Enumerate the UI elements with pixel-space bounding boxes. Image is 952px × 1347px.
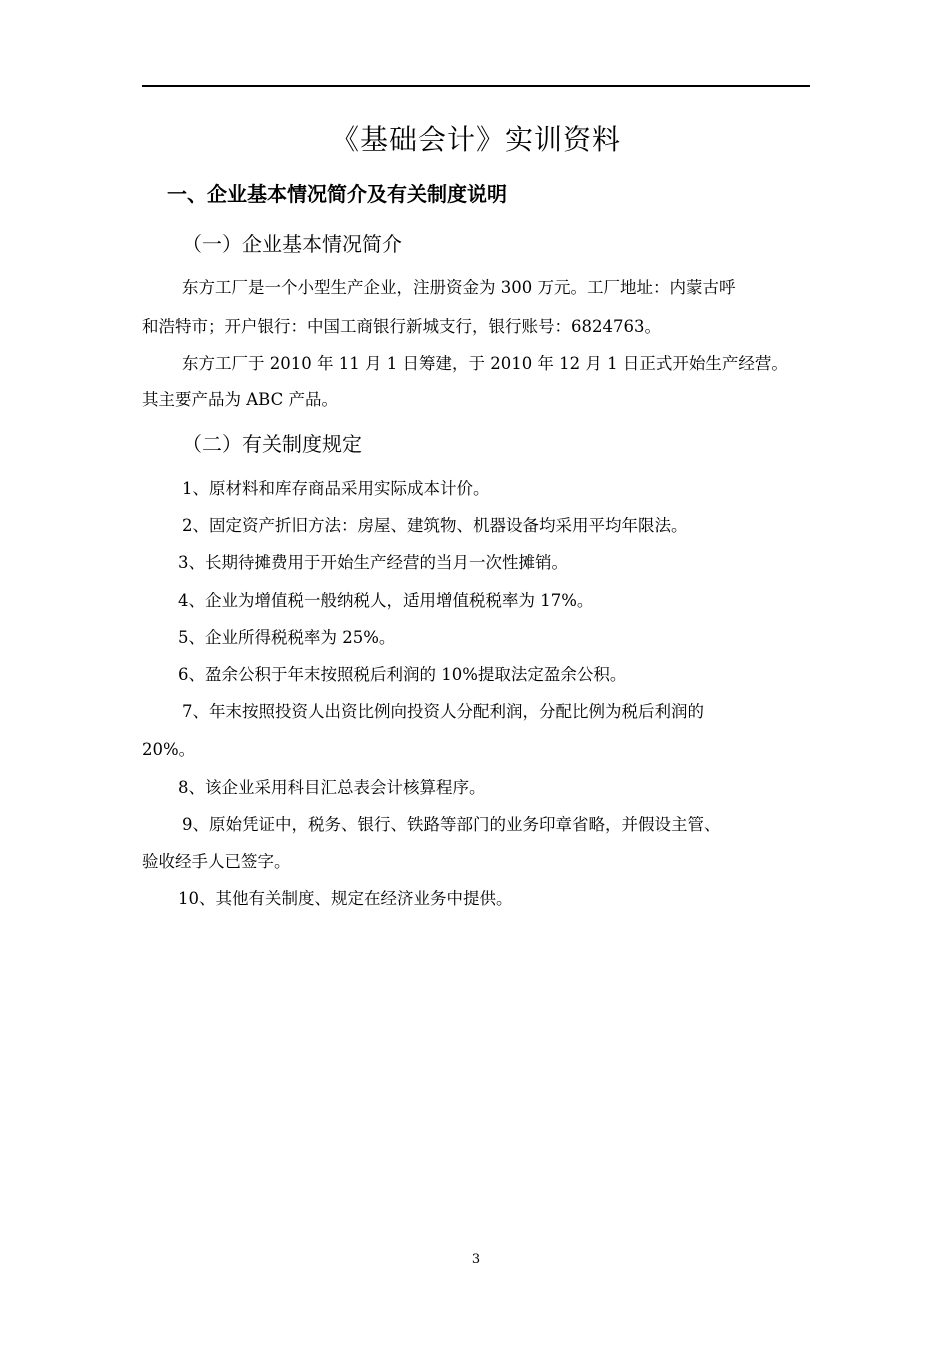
paragraph-line: 东方工厂于 2010 年 11 月 1 日筹建，于 2010 年 12 月 1 日正式开始生产经营。 [182, 354, 788, 373]
section-heading: 一、企业基本情况简介及有关制度说明 [167, 182, 507, 206]
subsection-heading-2: （二）有关制度规定 [182, 432, 362, 456]
list-item: 8、该企业采用科目汇总表会计核算程序。 [178, 778, 486, 797]
list-item: 7、年末按照投资人出资比例向投资人分配利润，分配比例为税后利润的 [182, 702, 704, 721]
document-title: 《基础会计》实训资料 [330, 123, 621, 156]
list-item: 验收经手人已签字。 [142, 852, 291, 871]
list-item: 3、长期待摊费用于开始生产经营的当月一次性摊销。 [178, 553, 568, 572]
header-rule [142, 85, 810, 87]
list-item: 2、固定资产折旧方法：房屋、建筑物、机器设备均采用平均年限法。 [182, 516, 688, 535]
paragraph-line: 其主要产品为 ABC 产品。 [142, 390, 338, 409]
paragraph-line: 东方工厂是一个小型生产企业，注册资金为 300 万元。工厂地址：内蒙古呼 [182, 278, 736, 297]
page-number: 3 [471, 1252, 481, 1267]
list-item: 10、其他有关制度、规定在经济业务中提供。 [178, 889, 513, 908]
list-item: 9、原始凭证中，税务、银行、铁路等部门的业务印章省略，并假设主管、 [182, 815, 721, 834]
list-item: 1、原材料和库存商品采用实际成本计价。 [182, 479, 490, 498]
list-item: 4、企业为增值税一般纳税人，适用增值税税率为 17%。 [178, 591, 594, 610]
list-item: 20%。 [142, 740, 196, 759]
subsection-heading-1: （一）企业基本情况简介 [182, 232, 402, 256]
list-item: 6、盈余公积于年末按照税后利润的 10%提取法定盈余公积。 [178, 665, 627, 684]
paragraph-line: 和浩特市；开户银行：中国工商银行新城支行，银行账号：6824763。 [142, 317, 661, 336]
list-item: 5、企业所得税税率为 25%。 [178, 628, 396, 647]
